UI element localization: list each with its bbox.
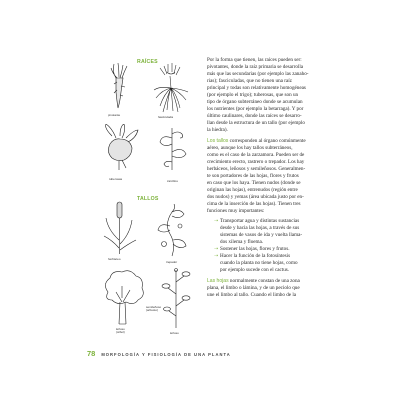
leaves-line: plana, el limbo o lámina, y de un peciolo que — [207, 284, 300, 291]
roots-line: Por la forma que tienen, las raíces pueden ser: — [207, 57, 302, 63]
stems-line: herbáceos, leñosos y semileñosos. Generalmen- — [207, 165, 306, 172]
body-text — [207, 57, 327, 299]
bullet-arrow-icon: ➝ — [214, 218, 219, 225]
function-item-line — [220, 225, 327, 232]
page-footer — [87, 349, 231, 358]
roots-line: los nutrientes (por ejemplo la betarraga). Y por — [207, 106, 304, 113]
stem-functions-list — [214, 218, 327, 274]
herbaceous-stem-illustration — [100, 200, 140, 256]
caption-herbaceo: herbáceo — [108, 257, 121, 261]
roots-line: principal y todas son relativamente homogéneas — [207, 85, 306, 92]
caption-semilenoso: semileñoso (arbusto) — [146, 305, 162, 313]
caption-pivotante: pivotante — [108, 113, 121, 117]
roots-line: (por ejemplo el trigo); tuberosas, que son un — [207, 92, 299, 99]
function-item-line — [214, 218, 327, 225]
roots-line: la hiedra). — [207, 127, 228, 134]
tendril-illustration — [156, 126, 192, 172]
roots-line: último caulinares, donde las raíces se desarro- — [207, 113, 302, 120]
stems-line: dos nudos) y yemas (área ubicada justo por en- — [207, 193, 304, 200]
roots-line: pivotantes, donde la raíz primaria se desarrolla — [207, 64, 304, 71]
stems-line: te son portadores de las hojas, flores y frutos — [207, 172, 299, 179]
stems-line: cima de la inserción de las hojas). Tienen tres — [207, 200, 301, 207]
stems-line: como es el caso de la zarzamora. Pueden ser de — [207, 151, 305, 158]
tree-illustration — [98, 268, 148, 326]
tallos-label: TALLOS — [137, 196, 159, 202]
keyword-los-tallos: Los tallos — [207, 137, 229, 144]
function-item-line — [220, 260, 327, 267]
caption-fasciculada: fasciculada — [158, 115, 174, 119]
stems-line: crecimiento erecto, rastrero o trepador. Los hay — [207, 158, 305, 165]
function-item-text: por ejemplo sucede con el cactus. — [220, 267, 290, 274]
function-item-text: Hacer la función de la fotosíntesis — [220, 253, 291, 260]
leaves-line: une el limbo al tallo. Cuando el limbo de la — [207, 292, 297, 298]
caption-lenoso-arbol: leñoso (árbol) — [116, 327, 125, 335]
function-item-text: cuando la planta no tiene hojas, como — [220, 260, 298, 267]
function-item-text: sistemas de vasos de ida y vuelta llama- — [220, 232, 303, 239]
stems-line: originan las hojas), entrenudos (región entre — [207, 186, 298, 193]
carrot-root-illustration — [100, 62, 140, 112]
caption-lenoso: leñoso — [170, 331, 179, 335]
paragraph-roots — [207, 57, 327, 134]
function-item-text: desde y hacia las hojas, a través de sus — [220, 225, 300, 232]
roots-line: llan desde la estructura de un tallo (por ejemplo — [207, 120, 305, 127]
stems-line: aéreo, aunque los hay tallos subterráneos, — [207, 144, 293, 151]
roots-line: rias); fasciculadas, que no tienen una raíz — [207, 78, 292, 85]
roots-line: tipo de órgano subterráneo donde se acumulan — [207, 99, 303, 106]
stems-line: funciones muy importantes: — [207, 207, 265, 214]
keyword-las-hojas: Las hojas — [207, 277, 229, 284]
paragraph-leaves: Las hojas normalmente constan de una zona plana, el limbo o lámina, y de un peciolo que une el limbo al tallo. Cuando el limbo de la — [207, 278, 327, 299]
paragraph-stems: Los tallos corresponden al órgano comúnmente aéreo, aunque los hay tallos subterráneos, como es el caso de la zarzamora. Pueden ser de crecimiento erecto, rastrero o trepador. Los hay herbáceos, leñosos y semileñosos. Generalmen- te son portadores de las hojas, flores y frutos en caso que los haya. Tienen nudos (donde se originan las hojas), entrenudos (región entre dos nudos) y yemas (área ubicada justo por en- cima de la inserción de las hojas). Tienen tres funciones muy importantes: — [207, 138, 327, 215]
function-item-text: dos xilema y floema. — [220, 239, 264, 246]
caption-zarcillos: zarcillos — [167, 179, 178, 183]
roots-line: más que las secundarias (por ejemplo las zanaho- — [207, 71, 309, 78]
stems-line: en caso que los haya. Tienen nudos (donde se — [207, 179, 301, 186]
function-item-text: Sostener las hojas, flores y frutos. — [220, 246, 290, 253]
beet-root-illustration — [98, 124, 142, 172]
bullet-arrow-icon: ➝ — [214, 246, 219, 253]
wheat-root-illustration — [150, 62, 192, 114]
bullet-arrow-icon: ➝ — [214, 253, 219, 260]
woody-branch-illustration — [160, 268, 192, 330]
caption-trepador: trepador — [166, 260, 178, 264]
function-item-line — [214, 253, 327, 260]
caption-tuberosas: tuberosas — [109, 177, 123, 181]
climbing-stem-illustration — [154, 204, 192, 258]
raices-label: RAÍCES — [137, 59, 158, 65]
page-number: 78 — [87, 349, 96, 358]
running-head: MORFOLOGÍA Y FISIOLOGÍA DE UNA PLANTA — [101, 352, 231, 357]
function-item-line — [220, 267, 327, 274]
function-item-text: Transportar agua y distintas sustancias — [220, 218, 300, 225]
